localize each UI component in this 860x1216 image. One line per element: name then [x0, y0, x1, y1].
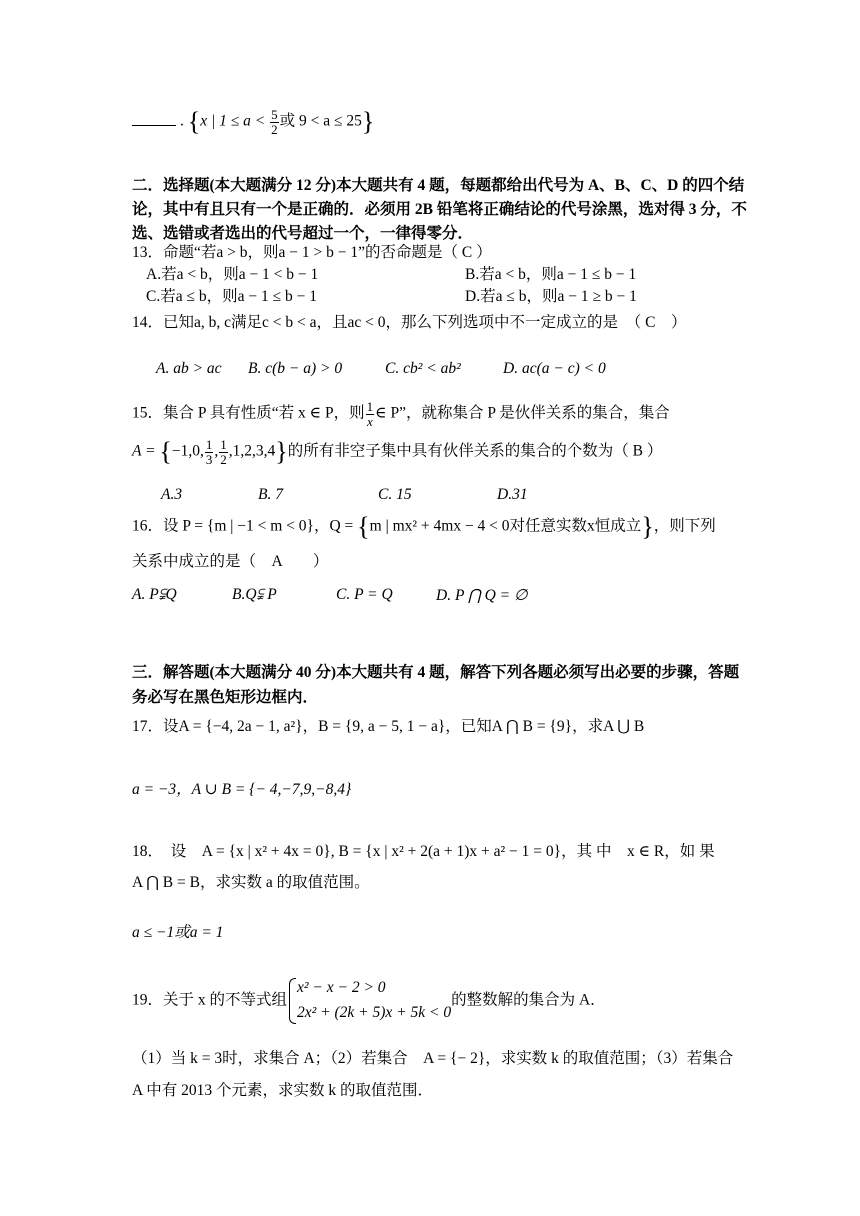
section3-heading-2: 务必写在黑色矩形边框内． [132, 689, 319, 706]
q16-option-c: C. P = Q [336, 586, 393, 603]
q15-option-d: D.31 [497, 486, 528, 503]
q12-answer-line: . {x | 1 ≤ a < $\frac{5}{2}$ 或 9 < a ≤ 25} [132, 108, 374, 136]
section3-heading-1: 三．解答题(本大题满分 40 分)本大题共有 4 题，解答下列各题必须写出必要的步骤，答题 [132, 664, 740, 681]
q13-option-b: B.若a < b，则a − 1 ≤ b − 1 [465, 266, 637, 283]
fraction: $\frac{1}{x}$ [366, 399, 374, 429]
q15-line1: 15．集合 P 具有性质“若 x ∈ P，则 $\frac{1}{x}$ ∈ P”，就称集合 P 是伙伴关系的集合，集合 [132, 399, 670, 429]
q19-line3: A 中有 2013 个元素，求实数 k 的取值范围． [132, 1082, 433, 1099]
q17-answer: a = −3，A ∪ B = {− 4,−7,9,−8,4} [132, 781, 352, 798]
q16-option-b: B.Q⫋ P [232, 586, 277, 603]
q16-option-d: D. P ⋂ Q = ∅ [436, 587, 528, 604]
q16-line1: 16．设 P = {m | −1 < m < 0}，Q = {m | mx² + 4mx − 4 < 0对任意实数x恒成立}，则下列 [132, 512, 716, 541]
section2-heading-2: 论，其中有且只有一个是正确的．必须用 2B 铅笔将正确结论的代号涂黑，选对得 3 分，不 [132, 201, 747, 218]
q13-option-c: C.若a ≤ b，则a − 1 ≤ b − 1 [146, 288, 317, 305]
q15-option-c: C. 15 [378, 486, 412, 503]
q15-option-a: A.3 [161, 486, 183, 503]
q14-option-c: C. cb² < ab² [385, 360, 461, 377]
inequality-system: x² − x − 2 > 0 2x² + (2k + 5)x + 5k < 0 [287, 976, 451, 1026]
q15-line2: A = {−1,0, $\frac{1}{3}$ , $\frac{1}{2}$ ,1,2,3,4}的所有非空子集中具有伙伴关系的集合的个数为（ B ） [132, 437, 663, 467]
q14-stem: 14．已知a, b, c满足c < b < a，且ac < 0，那么下列选项中不一定成立的是 （ C ） [132, 314, 687, 331]
q14-option-b: B. c(b − a) > 0 [248, 360, 343, 377]
q19-stem: 19．关于 x 的不等式组 x² − x − 2 > 0 2x² + (2k + 5)x + 5k < 0 的整数解的集合为 A． [132, 976, 606, 1026]
q14-option-a: A. ab > ac [156, 360, 222, 377]
q16-line2: 关系中成立的是（ A ） [132, 553, 329, 570]
fraction: $\frac{1}{3}$ [205, 437, 213, 467]
q13-stem: 13．命题“若a > b，则a − 1 > b − 1”的否命题是（ C ） [132, 244, 492, 261]
q19-line2: （1）当 k = 3时，求集合 A；（2）若集合 A = {− 2}，求实数 k 的取值范围；（3）若集合 [132, 1050, 734, 1067]
q16-option-a: A. P⫋Q [132, 586, 177, 603]
q18-line2: A ⋂ B = B，求实数 a 的取值范围。 [132, 874, 370, 891]
q18-line1: 18． 设 A = {x | x² + 4x = 0}, B = {x | x² + 2(a + 1)x + a² − 1 = 0}，其 中 x ∈ R，如 果 [132, 843, 715, 860]
answer-blank [132, 125, 176, 126]
q14-option-d: D. ac(a − c) < 0 [503, 360, 606, 377]
q18-answer: a ≤ −1或a = 1 [132, 924, 224, 941]
q13-option-d: D.若a ≤ b，则a − 1 ≥ b − 1 [465, 288, 637, 305]
q15-option-b: B. 7 [258, 486, 283, 503]
q13-option-a: A.若a < b，则a − 1 < b − 1 [146, 266, 319, 283]
section2-heading-3: 选、选错或者选出的代号超过一个，一律得零分． [132, 225, 474, 242]
fraction: $\frac{1}{2}$ [220, 437, 227, 467]
section2-heading-1: 二．选择题(本大题满分 12 分)本大题共有 4 题，每题都给出代号为 A、B、C、D 的四个结 [132, 177, 745, 194]
fraction: $\frac{5}{2}$ [271, 107, 278, 137]
q17-stem: 17．设A = {−4, 2a − 1, a²}，B = {9, a − 5, 1 − a}，已知A ⋂ B = {9}，求A ⋃ B [132, 718, 645, 735]
